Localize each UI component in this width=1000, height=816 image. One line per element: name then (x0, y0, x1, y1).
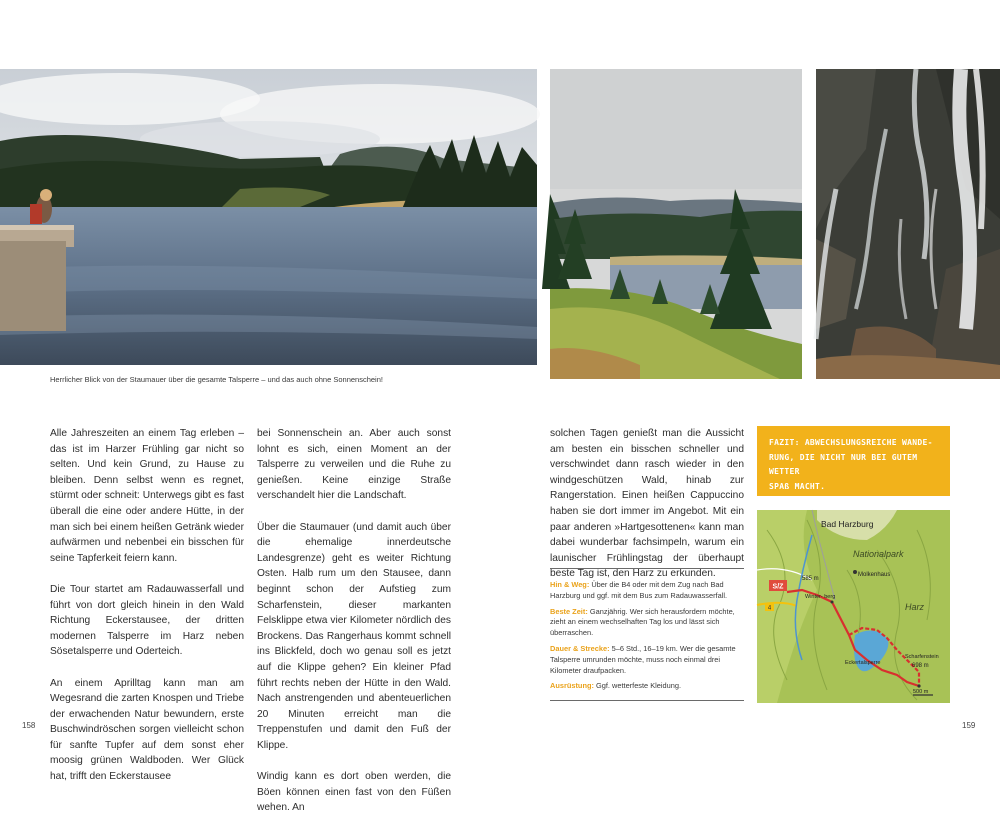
map-label-nationalpark: Nationalpark (853, 549, 904, 559)
forest-lake-photo (550, 69, 802, 379)
info-text: Ganzjährig. Wer sich herausfordern möchte, zieht an einem wechselhaften Tag los und lässt sich überraschen. (550, 606, 735, 638)
paragraph: An einem Aprilltag kann man am Wegesrand die zarten Knospen und Triebe der erwachenden Natur bewundern, erste Buschwindröschen sorgen vielleicht schon für sanfte Tupfer auf dem sonst eher moosig grünen Waldboden. Wer Glück hat, trifft den Eckerstausee (50, 677, 244, 783)
paragraph: Die Tour startet am Radauwasserfall und führt von dort gleich hinein in den Wald Richtung Eckerstausee, der dritten modernen Talsperre im Harz neben Sösetalsperre und Oderteich. (50, 583, 244, 658)
map-label-eckertalsperre: Eckertalsperre (845, 660, 881, 666)
paragraph: Über die Staumauer (und damit auch über die ehemalige innerdeutsche Landesgrenze) geht es weiter Richtung Osten. Halb rum um den Stausee, dann beginnt schon der Aufstieg zum Scharfenstein, dieser markanten Felsklippe etwa vier Kilometer nördlich des Brockens. Das Rangerhaus kommt schnell ins Blickfeld, doch wo genau soll es jetzt auf die Klippe gehen? Ein kleiner Pfad führt rechts neben der Hütte in den Wald. Nach anstrengenden und abenteuerlichen 20 Minuten erreicht man die Treppenstufen und damit den Fuß der Klippe. (257, 521, 451, 751)
info-label: Dauer & Strecke: (550, 643, 610, 653)
info-text: Ggf. wetterfeste Kleidung. (596, 681, 682, 691)
fazit-text: RUNG, DIE NICHT NUR BEI GUTEM WETTER (769, 452, 918, 476)
info-text: Über die B4 oder mit dem Zug nach Bad Harzburg und ggf. mit dem Bus zum Radauwasserfall. (550, 580, 728, 600)
paragraph: solchen Tagen genießt man die Aussicht am besten ein bisschen schneller und verschwindet dann rasch wieder in den windgeschützen Wald, hinab zur Rangerstation. Einen heißen Cappuccino haben sie dort immer im Angebot. Mit ein paar anderen »Hartgesottenen« kann man dabei wunderbar fachsimpeln, warum ein launischer Frühlingstag der überhaupt beste Tag ist, den Harz zu erkunden. (550, 428, 744, 580)
info-text: 5–6 Std., 16–19 km. Wer die gesamte Talsperre umrunden möchte, muss noch einmal drei Kilometer draufpacken. (550, 643, 736, 675)
left-page-column-1 (50, 426, 244, 785)
map-label-winterberg: Winter- berg (805, 594, 836, 600)
info-item (550, 580, 744, 602)
map-label-molkenhaus: Molkenhaus (858, 572, 891, 578)
paragraph: Alle Jahreszeiten an einem Tag erleben – das ist im Harzer Frühling gar nicht so selten. Und kein Grund, zu Hause zu bleiben. Denn selbst wenn es regnet, stürmt oder schneit: Unterwegs gibt es fast überall die eine oder andere Hütte, in der man sich bei einem heißen Getränk wieder aufwärmen und nebenbei ein bisschen für seine Tapferkeit feiern kann. (50, 428, 244, 564)
info-label: Hin & Weg: (550, 580, 590, 589)
info-box (550, 568, 744, 701)
paragraph: bei Sonnenschein an. Aber auch sonst lohnt es sich, einen Moment an der Talsperre zu verweilen und die Ruhe zu genießen. Keine einzige Straße verschandelt hier die Landschaft. (257, 428, 451, 502)
page-number-right: 159 (962, 721, 976, 730)
photo-caption: Herrlicher Blick von der Staumauer über die gesamte Talsperre – und das auch ohne Sonnenschein! (50, 375, 383, 384)
info-item (550, 681, 744, 692)
right-page-column-1 (550, 426, 744, 582)
left-page-column-2 (257, 426, 451, 816)
paragraph: Windig kann es dort oben werden, die Böen können einen fast von den Füßen wehen. An (257, 771, 451, 814)
info-item (550, 644, 744, 676)
info-label: Ausrüstung: (550, 681, 594, 691)
info-item (550, 607, 744, 639)
map-label-elevation: 585 m (802, 576, 819, 582)
fazit-text: SPAß MACHT. (769, 481, 826, 491)
map-label-bad-harzburg: Bad Harzburg (821, 519, 874, 529)
map-road-number: 4 (767, 605, 772, 612)
page-number-left: 158 (22, 721, 36, 730)
map-start-label: S/Z (772, 583, 784, 591)
map-scale-bar: 500 m (913, 689, 929, 695)
map-label-scharfenstein: Scharfenstein (905, 654, 939, 660)
map-label-elevation: 698 m (912, 663, 929, 669)
waterfall-photo (816, 69, 1000, 379)
fazit-text: FAZIT: ABWECHSLUNGSREICHE WANDE- (769, 438, 933, 447)
info-label: Beste Zeit: (550, 606, 588, 616)
reservoir-photo (0, 69, 537, 365)
route-map (757, 510, 950, 703)
map-label-harz: Harz (905, 602, 925, 612)
fazit-box (757, 426, 950, 496)
